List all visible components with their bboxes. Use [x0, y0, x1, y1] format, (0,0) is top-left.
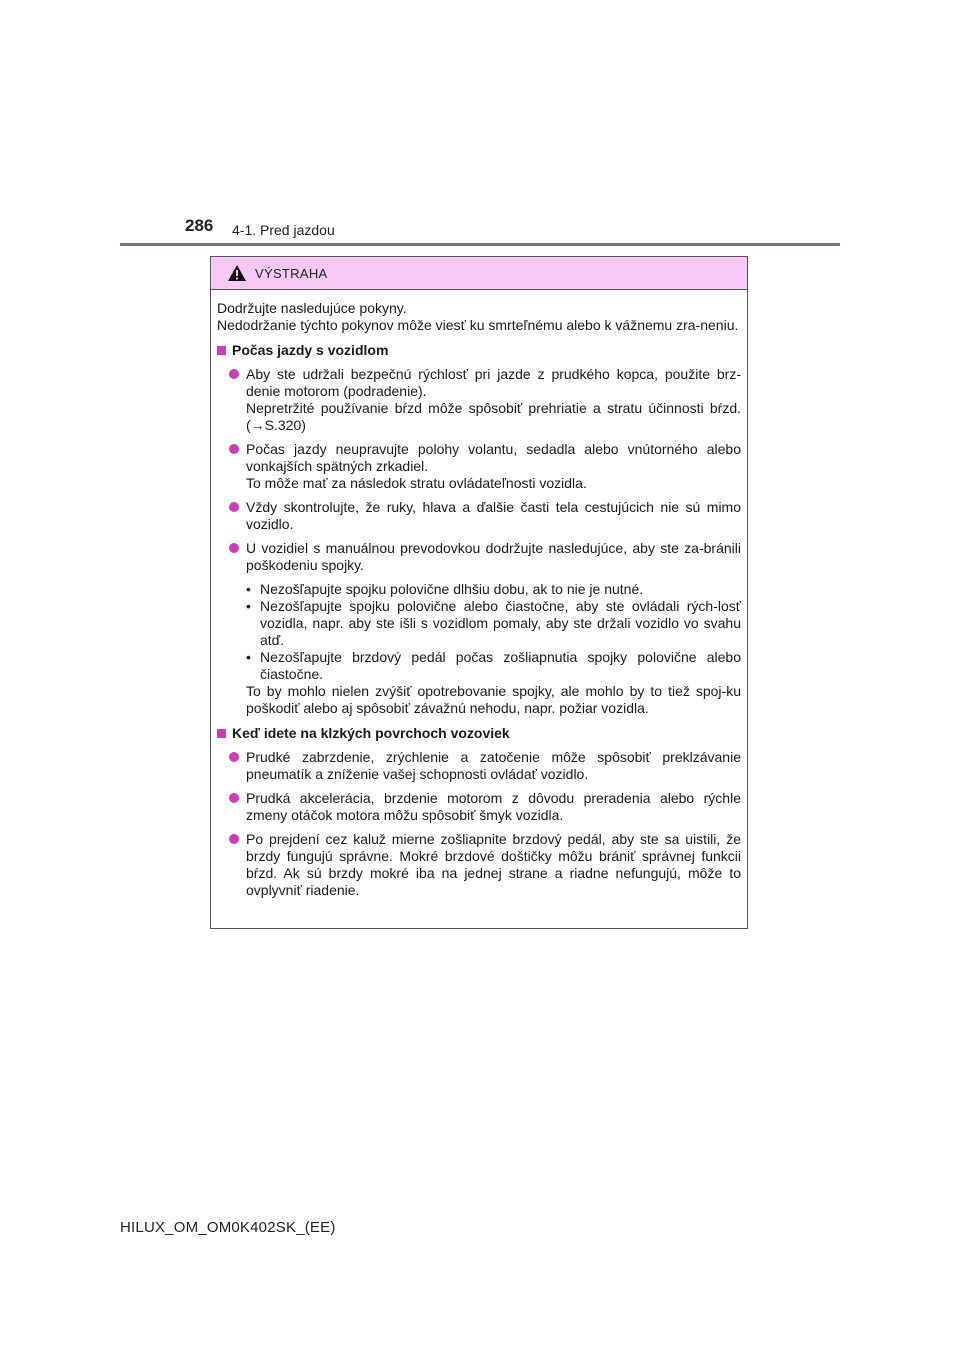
- circle-bullet-icon: [229, 444, 239, 454]
- list-item-text: Nepretržité používanie bŕzd môže spôsobiť prehriatie a stratu účinnosti bŕzd. (→S.320): [246, 400, 741, 433]
- list-item-text: Prudká akcelerácia, brzdenie motorom z dôvodu preradenia alebo rýchle zmeny otáčok motora môžu spôsobiť šmyk vozidla.: [246, 790, 741, 823]
- list-item-text: U vozidiel s manuálnou prevodovkou dodržujte nasledujúce, aby ste za-bránili poškodeniu spojky.: [246, 540, 741, 573]
- warning-intro-line: Dodržujte nasledujúce pokyny.: [217, 300, 407, 316]
- header-divider: [120, 243, 840, 246]
- document-id: HILUX_OM_OM0K402SK_(EE): [120, 1219, 336, 1236]
- list-item-text: Prudké zabrzdenie, zrýchlenie a zatočenie môže spôsobiť preklzávanie pneumatík a zníženie vašej schopnosti ovládať vozidlo.: [246, 749, 741, 782]
- sub-list-item: • Nezošľapujte spojku polovične dlhšiu dobu, ak to nie je nutné.: [246, 581, 741, 598]
- list-item: [217, 499, 741, 533]
- list-item: [217, 831, 741, 899]
- list-item-text: Aby ste udržali bezpečnú rýchlosť pri jazde z prudkého kopca, použite brz-denie motorom (podradenie).: [246, 366, 741, 399]
- warning-intro-line: Nedodržanie týchto pokynov môže viesť ku smrteľnému alebo k vážnemu zra-neniu.: [217, 317, 739, 333]
- list-item: [217, 790, 741, 824]
- circle-bullet-icon: [229, 752, 239, 762]
- circle-bullet-icon: [229, 369, 239, 379]
- section-heading-text: Keď idete na klzkých povrchoch vozoviek: [232, 725, 510, 741]
- warning-header: [211, 257, 747, 290]
- circle-bullet-icon: [229, 793, 239, 803]
- section-heading: [217, 725, 741, 742]
- circle-bullet-icon: [229, 502, 239, 512]
- circle-bullet-icon: [229, 543, 239, 553]
- list-item-text: Vždy skontrolujte, že ruky, hlava a ďalšie časti tela cestujúcich nie sú mimo vozidlo.: [246, 499, 741, 532]
- page-number: 286: [185, 216, 214, 235]
- section-heading-text: Počas jazdy s vozidlom: [232, 342, 389, 358]
- section-title: 4-1. Pred jazdou: [232, 222, 335, 238]
- list-item: [217, 749, 741, 783]
- list-item-text: Po prejdení cez kaluž mierne zošliapnite brzdový pedál, aby ste sa uistili, že brzdy fungujú správne. Mokré brzdové doštičky môžu brániť správnej funkcii bŕzd. Ak sú brzdy mokré iba na jednej strane a riadne nefungujú, môže to ovplyvniť riadenie.: [246, 831, 741, 898]
- list-item-text: Počas jazdy neupravujte polohy volantu, sedadla alebo vnútorného alebo vonkajších spätných zrkadiel.: [246, 441, 741, 474]
- circle-bullet-icon: [229, 834, 239, 844]
- list-item: [217, 540, 741, 717]
- warning-triangle-icon: [227, 264, 247, 282]
- list-item-text: To by mohlo nielen zvýšiť opotrebovanie spojky, ale mohlo by to tiež spoj-ku poškodiť alebo aj spôsobiť závažnú nehodu, napr. požiar vozidla.: [246, 683, 741, 716]
- sub-list-item: • Nezošľapujte spojku polovične alebo čiastočne, aby ste ovládali rých-losť vozidla, napr. aby ste išli s vozidlom pomaly, aby ste držali vozidlo vo svahu atď.: [246, 598, 741, 649]
- warning-box: [210, 256, 748, 929]
- list-item-text: To môže mať za následok stratu ovládateľnosti vozidla.: [246, 475, 587, 491]
- list-item: [217, 441, 741, 492]
- sub-list-item: • Nezošľapujte brzdový pedál počas zošliapnutia spojky polovične alebo čiastočne.: [246, 649, 741, 683]
- square-bullet-icon: [217, 729, 226, 738]
- section-heading: [217, 342, 741, 359]
- square-bullet-icon: [217, 346, 226, 355]
- warning-label: VÝSTRAHA: [255, 265, 328, 281]
- sub-list: [246, 581, 741, 683]
- list-item: [217, 366, 741, 434]
- warning-body: [211, 290, 747, 899]
